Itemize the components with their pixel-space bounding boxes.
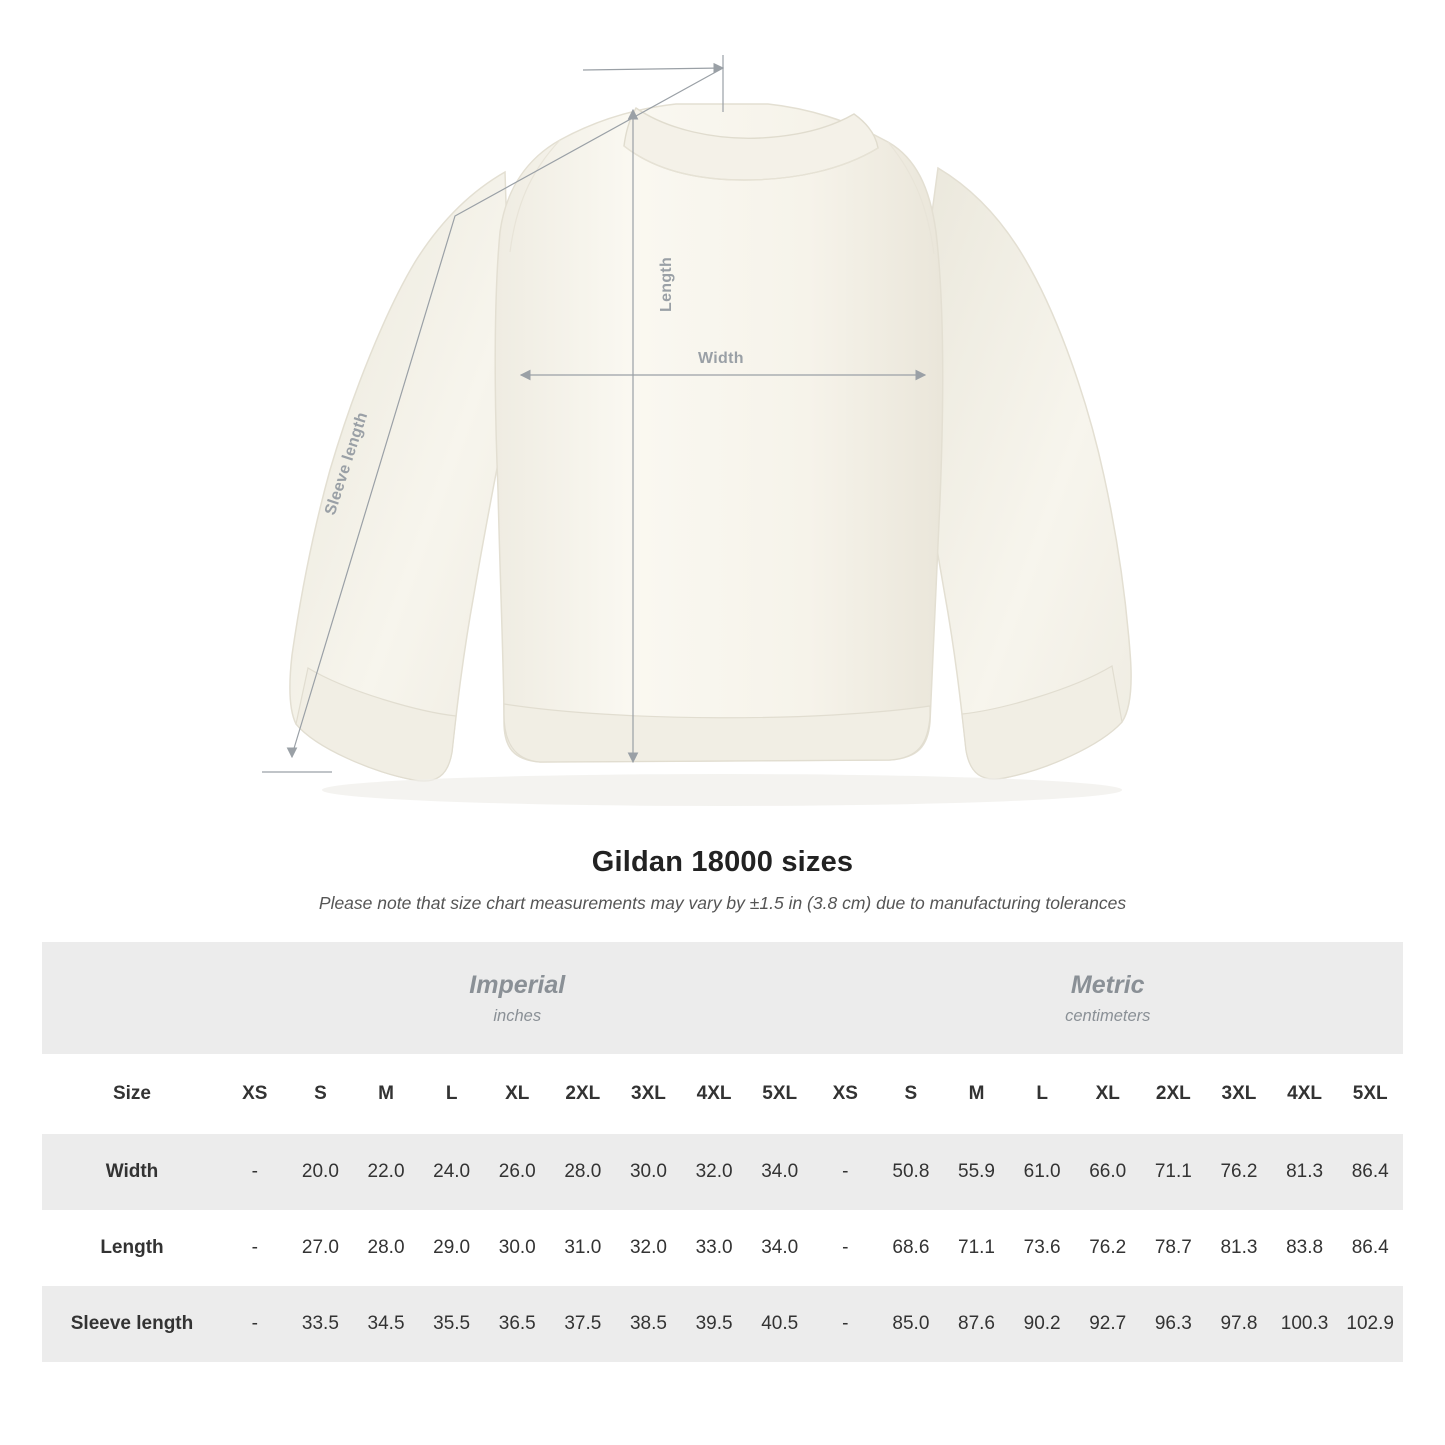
- row-label-sleeve-length: Sleeve length: [42, 1286, 222, 1362]
- header-col-11: M: [944, 1054, 1010, 1134]
- cell-sleeve-4: 36.5: [484, 1286, 550, 1362]
- cell-width-10: 50.8: [878, 1134, 944, 1210]
- header-col-4: XL: [484, 1054, 550, 1134]
- title-block: [0, 846, 1445, 914]
- cell-sleeve-10: 85.0: [878, 1286, 944, 1362]
- cell-length-16: 83.8: [1272, 1210, 1338, 1286]
- header-col-7: 4XL: [681, 1054, 747, 1134]
- unit-group-imperial: [222, 942, 812, 1054]
- header-col-13: XL: [1075, 1054, 1141, 1134]
- cell-width-17: 86.4: [1337, 1134, 1403, 1210]
- cell-sleeve-5: 37.5: [550, 1286, 616, 1362]
- header-col-12: L: [1009, 1054, 1075, 1134]
- header-col-5: 2XL: [550, 1054, 616, 1134]
- cell-length-7: 33.0: [681, 1210, 747, 1286]
- column-header-row: [42, 1054, 1403, 1134]
- cell-length-12: 73.6: [1009, 1210, 1075, 1286]
- header-col-14: 2XL: [1141, 1054, 1207, 1134]
- cell-width-3: 24.0: [419, 1134, 485, 1210]
- unit-imperial-sub: inches: [493, 1006, 542, 1025]
- cell-length-11: 71.1: [944, 1210, 1010, 1286]
- unit-imperial-name: Imperial: [469, 970, 566, 999]
- cell-width-2: 22.0: [353, 1134, 419, 1210]
- cell-width-14: 71.1: [1141, 1134, 1207, 1210]
- cell-sleeve-0: -: [222, 1286, 288, 1362]
- cell-sleeve-14: 96.3: [1141, 1286, 1207, 1362]
- cell-length-2: 28.0: [353, 1210, 419, 1286]
- cell-sleeve-17: 102.9: [1337, 1286, 1403, 1362]
- cell-length-15: 81.3: [1206, 1210, 1272, 1286]
- cell-sleeve-3: 35.5: [419, 1286, 485, 1362]
- row-label-width: Width: [42, 1134, 222, 1210]
- cell-width-0: -: [222, 1134, 288, 1210]
- cell-width-15: 76.2: [1206, 1134, 1272, 1210]
- header-col-9: XS: [812, 1054, 878, 1134]
- cell-width-16: 81.3: [1272, 1134, 1338, 1210]
- cell-sleeve-12: 90.2: [1009, 1286, 1075, 1362]
- header-col-17: 5XL: [1337, 1054, 1403, 1134]
- cell-width-4: 26.0: [484, 1134, 550, 1210]
- header-col-1: S: [288, 1054, 354, 1134]
- cell-length-5: 31.0: [550, 1210, 616, 1286]
- cell-sleeve-2: 34.5: [353, 1286, 419, 1362]
- table-row: [42, 1134, 1403, 1210]
- header-col-8: 5XL: [747, 1054, 813, 1134]
- header-col-0: XS: [222, 1054, 288, 1134]
- cell-length-8: 34.0: [747, 1210, 813, 1286]
- cell-sleeve-16: 100.3: [1272, 1286, 1338, 1362]
- header-col-16: 4XL: [1272, 1054, 1338, 1134]
- header-col-2: M: [353, 1054, 419, 1134]
- size-chart-table: [42, 942, 1403, 1362]
- table-row: [42, 1210, 1403, 1286]
- page-title: Gildan 18000 sizes: [591, 846, 854, 878]
- cell-width-8: 34.0: [747, 1134, 813, 1210]
- width-label: Width: [698, 350, 744, 367]
- cell-length-1: 27.0: [288, 1210, 354, 1286]
- cell-sleeve-15: 97.8: [1206, 1286, 1272, 1362]
- cell-length-4: 30.0: [484, 1210, 550, 1286]
- cell-sleeve-7: 39.5: [681, 1286, 747, 1362]
- header-col-10: S: [878, 1054, 944, 1134]
- cell-sleeve-13: 92.7: [1075, 1286, 1141, 1362]
- header-col-6: 3XL: [616, 1054, 682, 1134]
- cell-length-3: 29.0: [419, 1210, 485, 1286]
- cell-length-14: 78.7: [1141, 1210, 1207, 1286]
- cell-sleeve-6: 38.5: [616, 1286, 682, 1362]
- cell-sleeve-9: -: [812, 1286, 878, 1362]
- length-label: Length: [658, 256, 675, 312]
- cell-length-0: -: [222, 1210, 288, 1286]
- cell-width-12: 61.0: [1009, 1134, 1075, 1210]
- cell-sleeve-1: 33.5: [288, 1286, 354, 1362]
- cell-width-13: 66.0: [1075, 1134, 1141, 1210]
- cell-width-5: 28.0: [550, 1134, 616, 1210]
- cell-width-9: -: [812, 1134, 878, 1210]
- unit-group-metric: [812, 942, 1403, 1054]
- cell-width-1: 20.0: [288, 1134, 354, 1210]
- cell-width-7: 32.0: [681, 1134, 747, 1210]
- unit-metric-name: Metric: [1070, 970, 1145, 999]
- cell-length-9: -: [812, 1210, 878, 1286]
- size-table-wrap: [42, 942, 1403, 1362]
- cell-length-10: 68.6: [878, 1210, 944, 1286]
- tolerance-note: Please note that size chart measurements may vary by ±1.5 in (3.8 cm) due to manufacturing tolerances: [318, 893, 1127, 913]
- cell-length-17: 86.4: [1337, 1210, 1403, 1286]
- header-col-3: L: [419, 1054, 485, 1134]
- cell-sleeve-11: 87.6: [944, 1286, 1010, 1362]
- cell-width-11: 55.9: [944, 1134, 1010, 1210]
- unit-metric-sub: centimeters: [1065, 1006, 1151, 1025]
- table-row: [42, 1286, 1403, 1362]
- cell-length-6: 32.0: [616, 1210, 682, 1286]
- cell-length-13: 76.2: [1075, 1210, 1141, 1286]
- unit-header-row: [42, 942, 1403, 1054]
- sweatshirt-shape: [290, 104, 1131, 781]
- sleeve-length-label: Sleeve length: [322, 410, 372, 518]
- header-size: Size: [42, 1054, 222, 1134]
- unit-header-spacer: [42, 942, 222, 1054]
- cell-sleeve-8: 40.5: [747, 1286, 813, 1362]
- row-label-length: Length: [42, 1210, 222, 1286]
- header-col-15: 3XL: [1206, 1054, 1272, 1134]
- cell-width-6: 30.0: [616, 1134, 682, 1210]
